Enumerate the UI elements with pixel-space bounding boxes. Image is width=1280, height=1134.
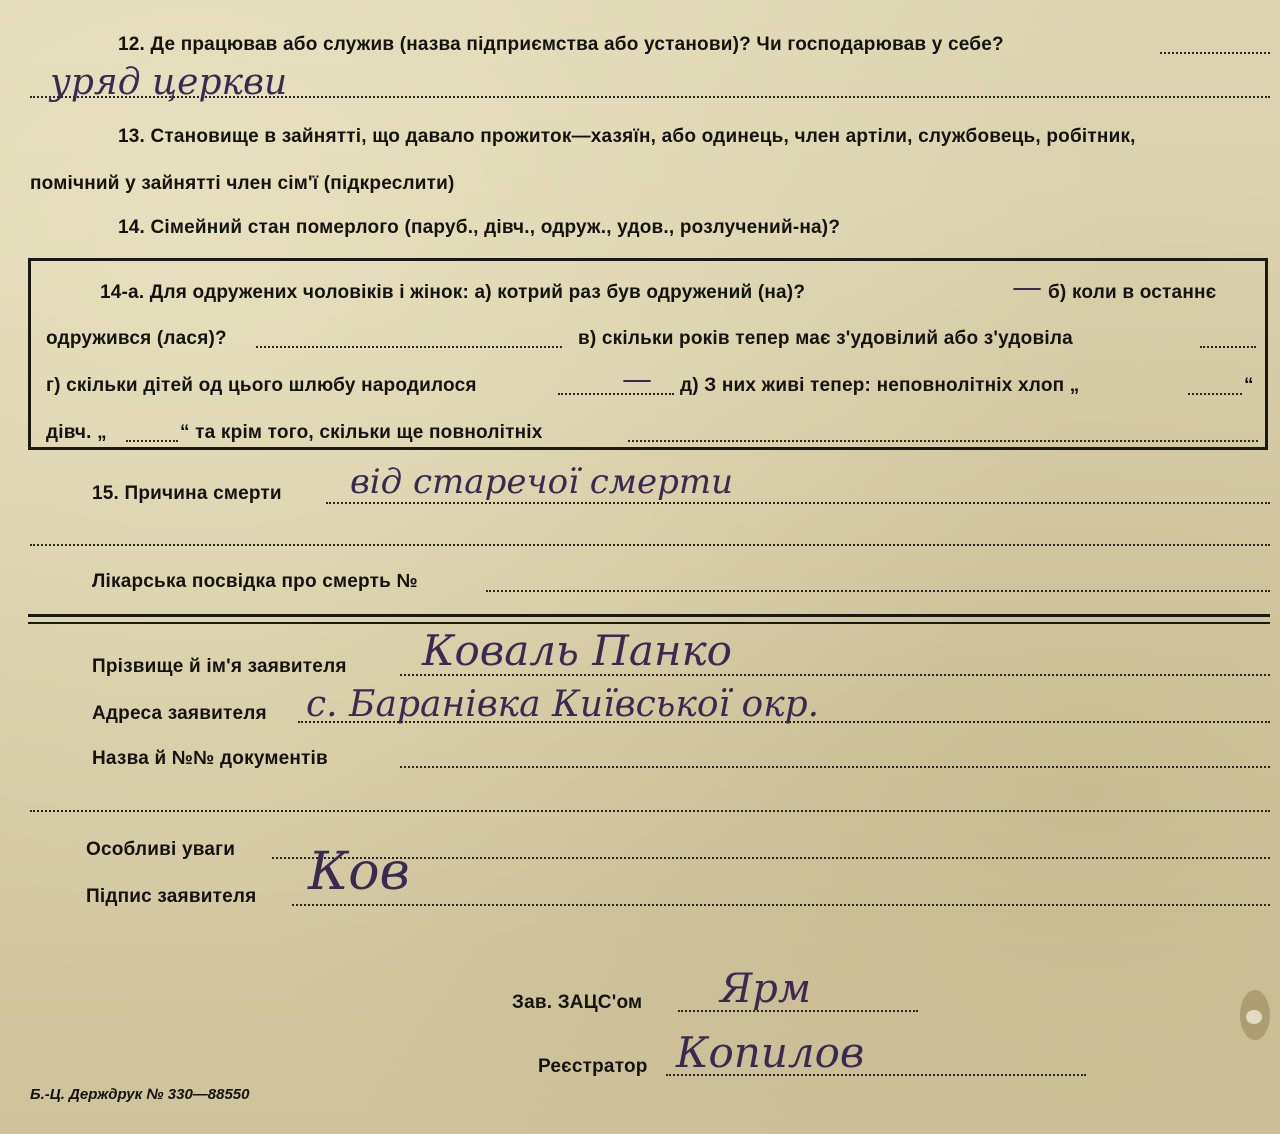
q13-label-line2: помічний у зайнятті член сім'ї (підкреслити) bbox=[30, 173, 455, 194]
q14a-line4-dots-end bbox=[628, 440, 1258, 442]
medical-cert-label: Лікарська посвідка про смерть № bbox=[92, 571, 418, 592]
registrar-signature: Копилов bbox=[676, 1028, 865, 1077]
documents-line-2 bbox=[30, 810, 1270, 812]
documents-label: Назва й №№ документів bbox=[92, 748, 328, 769]
q14a-line2a: одружився (лася)? bbox=[46, 328, 227, 349]
q15-line-2 bbox=[30, 544, 1270, 546]
q14a-line4-dots bbox=[126, 440, 178, 442]
applicant-name-label: Прізвище й ім'я заявителя bbox=[92, 656, 347, 677]
q14a-b-label: б) коли в останнє bbox=[1048, 282, 1217, 303]
divider-bottom bbox=[28, 622, 1270, 624]
q12-label: 12. Де працював або служив (назва підприємства або установи)? Чи господарював у себе? bbox=[118, 34, 1004, 55]
remarks-label: Особливі уваги bbox=[86, 839, 236, 860]
q13-label-line1: 13. Становище в зайнятті, що давало прожиток—хазяїн, або одинець, член артіли, службовець, робітник, bbox=[118, 126, 1136, 147]
divider-top bbox=[28, 614, 1270, 617]
handwritten-cause: від старечої смерти bbox=[350, 462, 734, 502]
paper-stain-2 bbox=[1246, 1010, 1262, 1024]
q14a-line3-dots-end bbox=[1188, 393, 1242, 395]
q14a-dash-a: — bbox=[1012, 270, 1042, 305]
q14a-line3a: г) скільки дітей од цього шлюбу народилося bbox=[46, 375, 477, 396]
printer-imprint: Б.-Ц. Держдрук № 330—88550 bbox=[30, 1086, 250, 1103]
signature-label: Підпис заявителя bbox=[86, 886, 257, 907]
q14a-line3-dots bbox=[558, 393, 674, 395]
handwritten-address: с. Баранівка Київської окр. bbox=[306, 684, 820, 725]
handwritten-name: Коваль Панко bbox=[422, 626, 732, 675]
head-signature: Ярм bbox=[720, 966, 812, 1012]
q14a-dash-g: — bbox=[622, 362, 652, 397]
q15-line-1 bbox=[326, 502, 1270, 504]
medical-cert-line bbox=[486, 590, 1270, 592]
q14a-line2-dots-end bbox=[1200, 346, 1256, 348]
handwritten-workplace: уряд церкви bbox=[50, 62, 288, 103]
signature-line bbox=[292, 904, 1270, 906]
q14-label: 14. Сімейний стан померлого (паруб., дівч., одруж., удов., розлучений-на)? bbox=[118, 217, 841, 238]
handwritten-signature: Ков bbox=[308, 842, 410, 902]
q14a-line4a: дівч. „ bbox=[46, 422, 107, 443]
q12-line-1 bbox=[1160, 52, 1270, 54]
q14a-line4b: “ та крім того, скільки ще повнолітніх bbox=[180, 422, 543, 443]
applicant-address-label: Адреса заявителя bbox=[92, 703, 267, 724]
q14a-line2-dots bbox=[256, 346, 562, 348]
head-label: Зав. ЗАЦС'ом bbox=[512, 992, 643, 1013]
q14a-line3b: д) З них живі тепер: неповнолітніх хлоп „ bbox=[680, 375, 1080, 396]
documents-line-1 bbox=[400, 766, 1270, 768]
q14a-line3c: “ bbox=[1244, 375, 1254, 396]
q14a-line1: 14-а. Для одружених чоловіків і жінок: а) котрий раз був одружений (на)? bbox=[100, 282, 806, 303]
remarks-line bbox=[272, 857, 1270, 859]
q15-label: 15. Причина смерти bbox=[92, 483, 282, 504]
q14a-line2b: в) скільки років тепер має з'удовілий або з'удовіла bbox=[578, 328, 1073, 349]
registrar-label: Реєстратор bbox=[538, 1056, 648, 1077]
